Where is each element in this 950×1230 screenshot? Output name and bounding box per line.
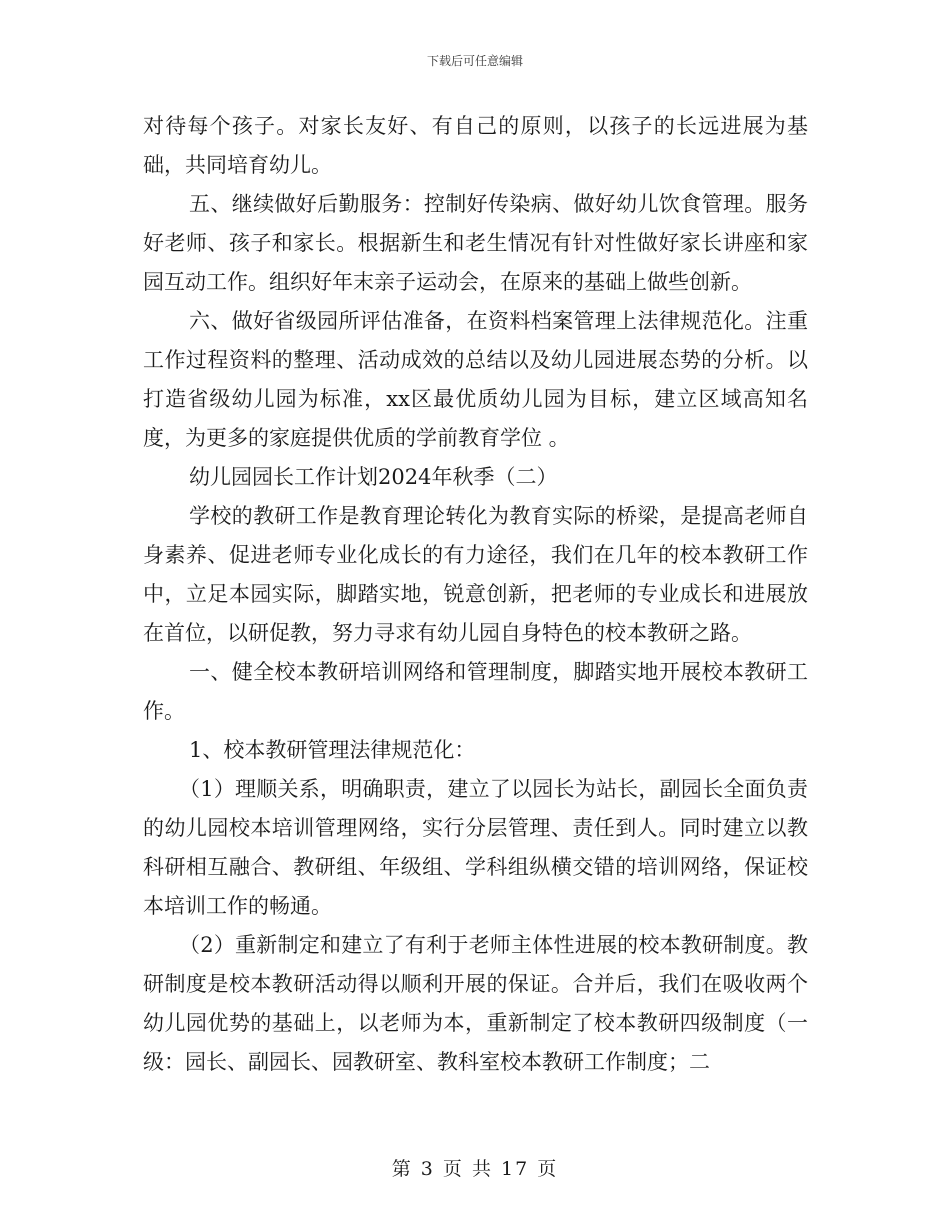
section-title: 幼儿园园长工作计划2024年秋季（二）	[189, 465, 558, 489]
page-header-note: 下载后可任意编辑	[426, 54, 523, 68]
paragraph-heading-one: 一、健全校本教研培训网络和管理制度，脚踏实地开展校本教研工作。	[143, 660, 808, 723]
page-number: 第 3 页 共 17 页	[391, 1158, 559, 1180]
paragraph-continuation: 对待每个孩子。对家长友好、有自己的原则，以孩子的长远进展为基础，共同培育幼儿。	[143, 114, 808, 177]
paragraph-subheading: 1、校本教研管理法律规范化：	[189, 738, 476, 762]
paragraph-point-2: （2）重新制定和建立了有利于老师主体性进展的校本教研制度。教研制度是校本教研活动得以顺利开展的保证。合并后，我们在吸收两个幼儿园优势的基础上，以老师为本，重新制定了校本教研四级制度（一级：园长、副园长、园教研室、教科室校本教研工作制度；二	[143, 933, 808, 1074]
paragraph-item-five: 五、继续做好后勤服务：控制好传染病、做好幼儿饮食管理。服务好老师、孩子和家长。根据新生和老生情况有针对性做好家长讲座和家园互动工作。组织好年末亲子运动会，在原来的基础上做些创新。	[143, 192, 808, 294]
document-body	[143, 107, 808, 1082]
paragraph-point-1: （1）理顺关系，明确职责，建立了以园长为站长，副园长全面负责的幼儿园校本培训管理网络，实行分层管理、责任到人。同时建立以教科研相互融合、教研组、年级组、学科组纵横交错的培训网络，保证校本培训工作的畅通。	[143, 777, 808, 918]
paragraph-item-six: 六、做好省级园所评估准备，在资料档案管理上法律规范化。注重工作过程资料的整理、活动成效的总结以及幼儿园进展态势的分析。以打造省级幼儿园为标准，xx区最优质幼儿园为目标，建立区域高知名度，为更多的家庭提供优质的学前教育学位 。	[143, 309, 808, 450]
paragraph-intro: 学校的教研工作是教育理论转化为教育实际的桥梁，是提高老师自身素养、促进老师专业化成长的有力途径，我们在几年的校本教研工作中，立足本园实际，脚踏实地，锐意创新，把老师的专业成长和进展放在首位，以研促教，努力寻求有幼儿园自身特色的校本教研之路。	[143, 504, 808, 645]
